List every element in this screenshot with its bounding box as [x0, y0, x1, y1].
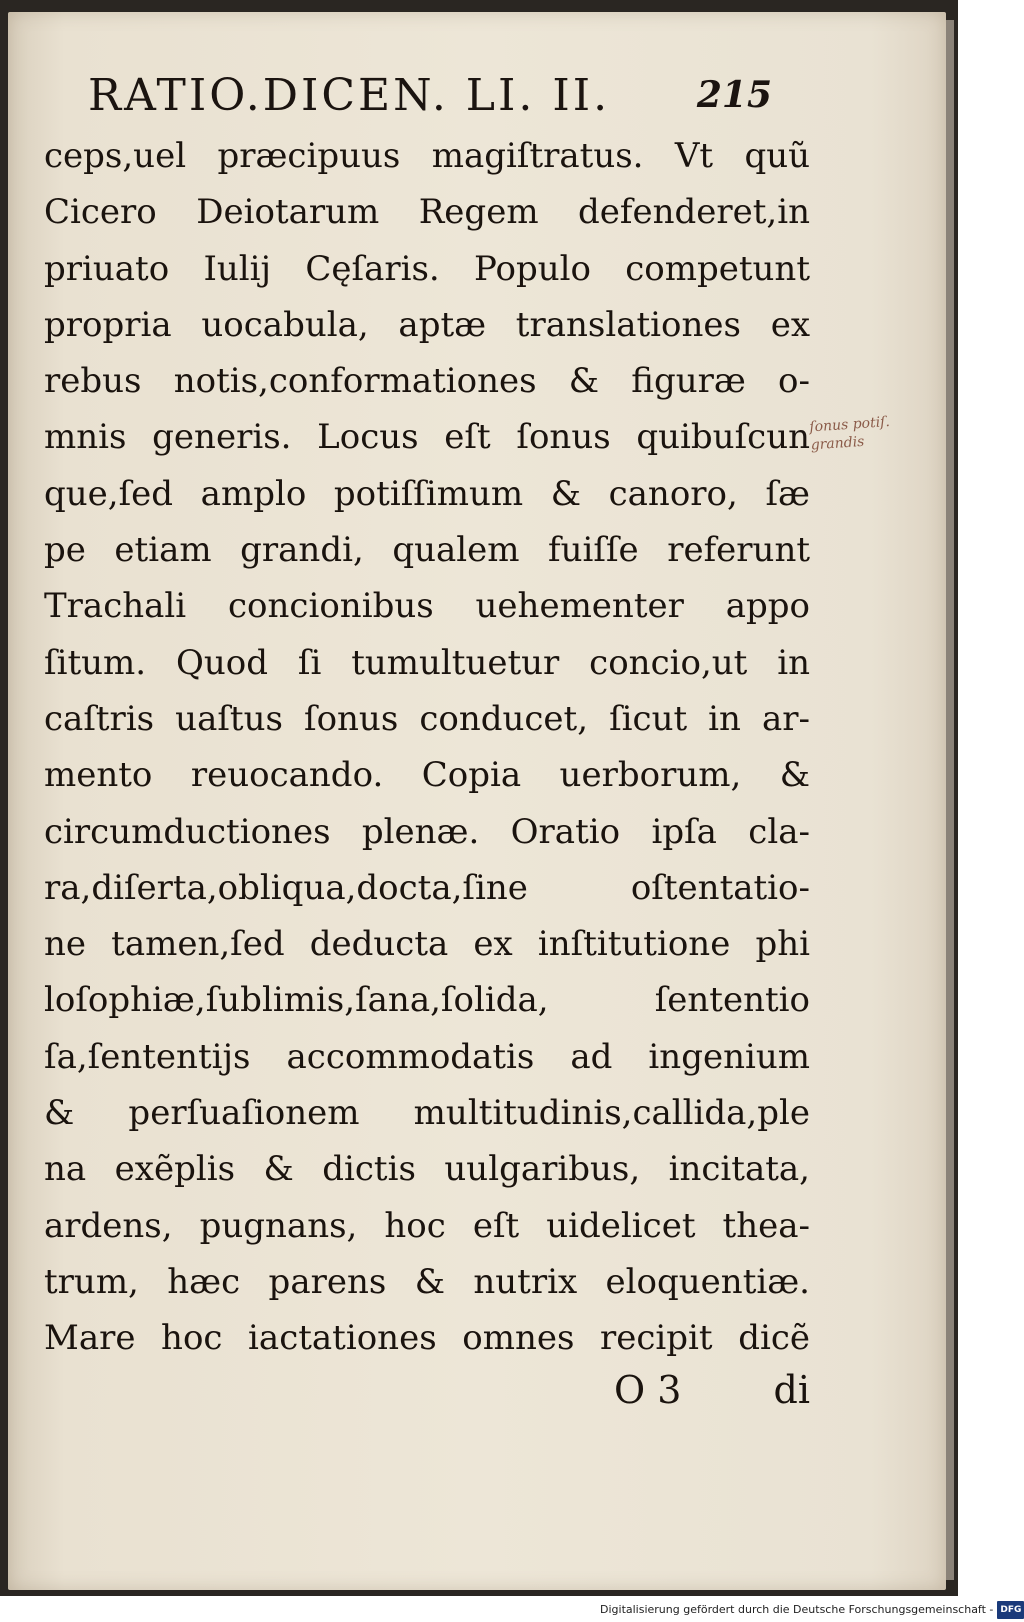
text-line: trum, hæc parens & nutrix eloquentiæ. [44, 1261, 810, 1302]
text-line: na exẽplis & dictis uulgaribus, incitata, [44, 1149, 810, 1190]
handwritten-marginal-note: ſonus potiſ. grandis [808, 413, 891, 454]
text-line: priuato Iulij Cęſaris. Populo competunt [44, 248, 810, 289]
text-line: Trachali concionibus uehementer appo [44, 586, 810, 627]
signature-line [614, 1368, 810, 1418]
text-line: ſa,ſententijs accommodatis ad ingenium [44, 1036, 810, 1077]
text-line: caſtris uaſtus ſonus conducet, ſicut in ar- [44, 698, 810, 739]
text-line: loſophiæ,ſublimis,ſana,ſolida, ſententio [44, 980, 810, 1021]
signature-mark: O 3 [614, 1368, 682, 1412]
dfg-logo: DFG [997, 1601, 1024, 1619]
text-line: ra,diſerta,obliqua,docta,ſine oſtentatio- [44, 867, 810, 908]
text-line: Cicero Deiotarum Regem defenderet,in [44, 192, 810, 233]
text-line: Mare hoc iactationes omnes recipit dicẽ [44, 1318, 810, 1359]
body-text [44, 128, 810, 1367]
text-line: pe etiam grandi, qualem fuiſſe referunt [44, 530, 810, 571]
text-line: circumductiones plenæ. Oratio ipſa cla- [44, 811, 810, 852]
text-line: ceps,uel præcipuus magiſtratus. Vt quũ [44, 136, 810, 176]
text-line: rebus notis,conformationes & figuræ o- [44, 361, 810, 402]
credit-text: Digitalisierung gefördert durch die Deutsche Forschungsgemeinschaft - [600, 1603, 994, 1616]
text-line: ne tamen,ſed deducta ex inſtitutione phi [44, 924, 810, 965]
text-line: propria uocabula, aptæ translationes ex [44, 304, 810, 345]
catchword: di [773, 1368, 810, 1412]
text-line: mento reuocando. Copia uerborum, & [44, 755, 810, 796]
page-edge [946, 20, 954, 1580]
text-line: mnis generis. Locus eſt ſonus quibuſcun [44, 417, 810, 458]
text-line: ardens, pugnans, hoc eſt uidelicet thea- [44, 1205, 810, 1246]
text-line: ſitum. Quod ſi tumultuetur concio,ut in [44, 642, 810, 683]
digitization-credit [600, 1602, 1022, 1618]
page-number: 215 [696, 74, 772, 116]
running-title: RATIO.DICEN. LI. II. [88, 70, 611, 121]
text-line: & perſuaſionem multitudinis,callida,ple [44, 1093, 810, 1134]
text-line: que,ſed amplo potiſſimum & canoro, ſæ [44, 473, 810, 514]
